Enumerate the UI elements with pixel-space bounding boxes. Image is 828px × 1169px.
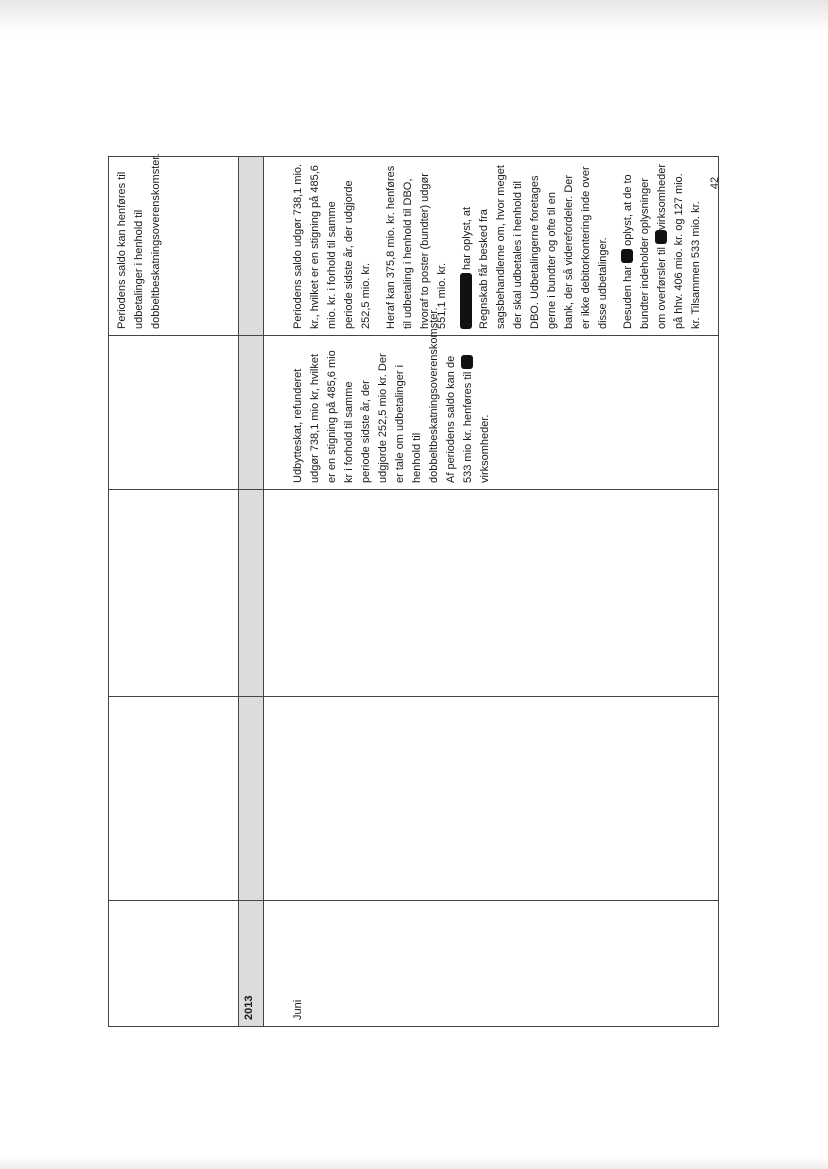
month-cell — [264, 901, 719, 1027]
redaction-mark — [460, 273, 472, 329]
table-row — [264, 157, 719, 1027]
table-cell — [109, 490, 239, 697]
description-cell — [264, 307, 719, 490]
table-row — [109, 157, 239, 1027]
year-row — [239, 157, 264, 1027]
analysis-paragraph-4-start: Desuden har — [622, 266, 634, 329]
table-cell — [109, 697, 239, 901]
table-cell — [109, 901, 239, 1027]
analysis-paragraph-4 — [620, 163, 705, 329]
table-cell — [239, 336, 264, 490]
analysis-paragraph-1: Periodens saldo udgør 738,1 mio. kr., hvilket er en stigning på 485,6 mio. kr. i forhold til samme periode sidste år, der udgjorde 252,5 mio. kr. — [292, 163, 372, 329]
description-text: Udbytteskat, refunderet udgør 738,1 mio kr, hvilket er en stigning på 485,6 mio kr i forhold til samme periode sidste år, der udgjorde 252,5 mio kr. Der er tale om udbetalinger i henhold til dobbeltbeskatningsoverenskomster. Af periodens saldo kan de 533 mio kr. henføres til — [292, 307, 474, 483]
summary-text: Periodens saldo kan henføres til udbetalinger i henhold til dobbeltbeskatningsoverenskomster. — [116, 153, 162, 329]
analysis-paragraph-3 — [459, 163, 612, 329]
table-cell — [264, 697, 719, 901]
table-cell — [264, 490, 719, 697]
table-cell-summary — [109, 153, 239, 336]
year-cell — [239, 901, 264, 1027]
redaction-mark — [621, 249, 633, 263]
analysis-cell — [264, 157, 719, 336]
page-number: 42 — [709, 176, 721, 190]
description-text-end: virksomheder. — [479, 414, 491, 483]
timeline-table — [108, 153, 719, 1027]
table-cell — [239, 490, 264, 697]
table-cell — [239, 157, 264, 336]
rotated-page-content — [108, 153, 702, 1027]
table-cell — [109, 336, 239, 490]
scan-bottom-edge — [0, 1157, 828, 1169]
analysis-paragraph-4-end: virksomheder på hhv. 406 mio. kr. og 127 mio. kr. Tilsammen 533 mio. kr. — [656, 164, 702, 329]
scan-top-edge — [0, 0, 828, 34]
analysis-paragraph-2: Heraf kan 375,8 mio. kr. henføres til udbetaling i henhold til DBO, hvoraf to poster (bundter) udgør 551,1 mio. kr. — [385, 165, 448, 329]
month-label: Juni — [292, 999, 304, 1020]
analysis-paragraph-4-mid: oplyst, at de to bundter indeholder oplysninger om overførsler til — [622, 174, 668, 329]
analysis-paragraph-3-text: har oplyst, at Regnskab får besked fra sagsbehandlerne om, hvor meget der skal udbetales i henhold til DBO. Udbetalingerne foretages gerne i bundter og ofte til en bank, der så viderefordeler. Der er ikke debitorkontering inde over disse udbetalinger. — [461, 165, 609, 329]
redaction-mark — [655, 230, 667, 244]
table-cell — [239, 697, 264, 901]
redaction-mark — [461, 355, 473, 369]
year-label: 2013 — [243, 995, 255, 1020]
